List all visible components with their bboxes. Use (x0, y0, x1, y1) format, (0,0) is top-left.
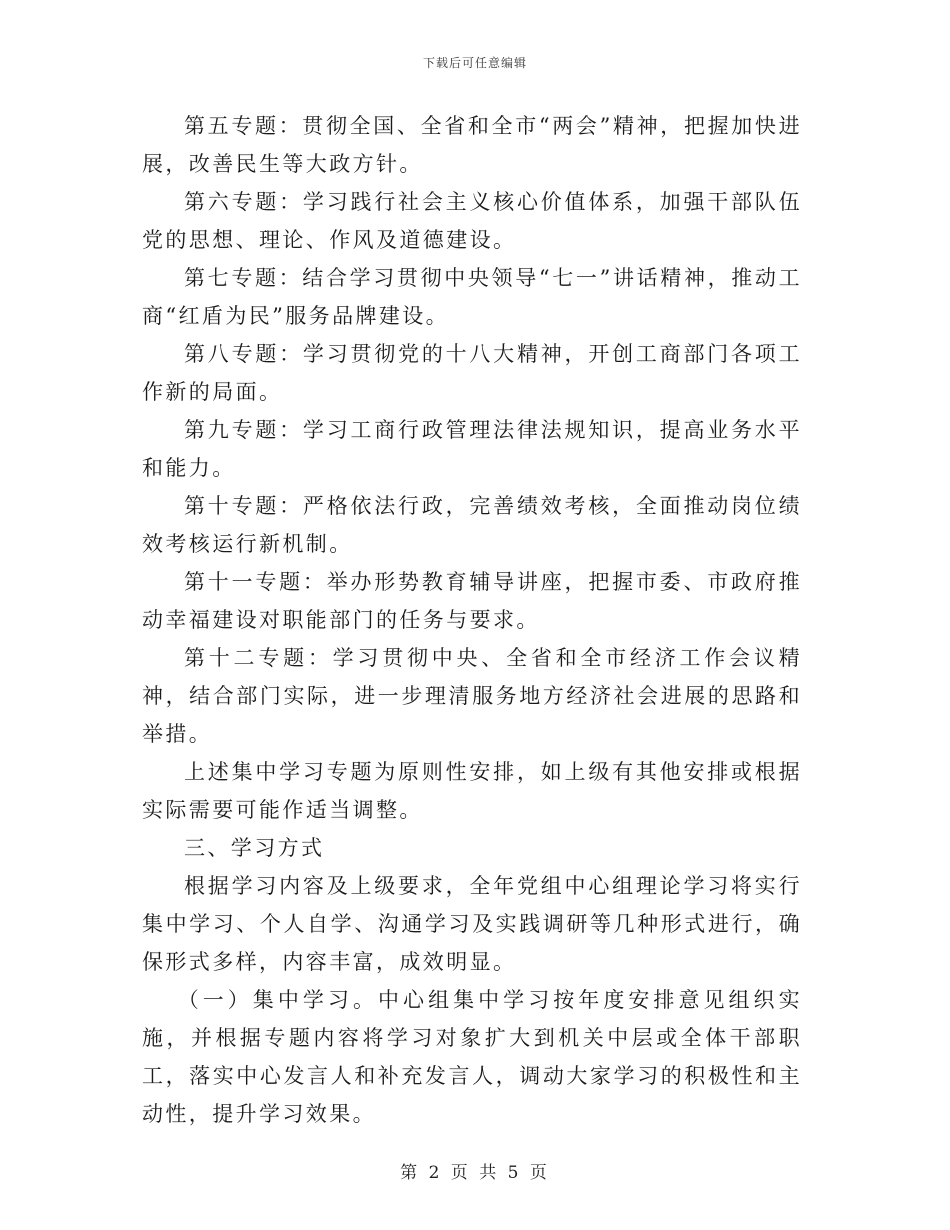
paragraph-topic-7: 第七专题：结合学习贯彻中央领导“七一”讲话精神，推动工商“红盾为民”服务品牌建设。 (142, 266, 802, 328)
document-body (142, 107, 802, 1133)
paragraph-topic-5: 第五专题：贯彻全国、全省和全市“两会”精神，把握加快进展，改善民生等大政方针。 (142, 114, 802, 176)
page-header: 下载后可任意编辑 (422, 56, 527, 70)
paragraph-topic-11: 第十一专题：举办形势教育辅导讲座，把握市委、市政府推动幸福建设对职能部门的任务与要求。 (142, 570, 802, 632)
paragraph-topic-9: 第九专题：学习工商行政管理法律法规知识，提高业务水平和能力。 (142, 418, 802, 480)
paragraph-topic-10: 第十专题：严格依法行政，完善绩效考核，全面推动岗位绩效考核运行新机制。 (142, 494, 802, 556)
paragraph-centralized-study: （一）集中学习。中心组集中学习按年度安排意见组织实施，并根据专题内容将学习对象扩大到机关中层或全体干部职工，落实中心发言人和补充发言人，调动大家学习的积极性和主动性，提升学习效果。 (142, 988, 802, 1126)
section-heading-study-methods: 三、学习方式 (184, 836, 325, 860)
page-number-footer: 第 2 页 共 5 页 (400, 1163, 550, 1183)
paragraph-arrangement-note: 上述集中学习专题为原则性安排，如上级有其他安排或根据实际需要可能作适当调整。 (142, 760, 802, 822)
paragraph-study-methods: 根据学习内容及上级要求，全年党组中心组理论学习将实行集中学习、个人自学、沟通学习及实践调研等几种形式进行，确保形式多样，内容丰富，成效明显。 (142, 874, 802, 974)
paragraph-topic-6: 第六专题：学习践行社会主义核心价值体系，加强干部队伍党的思想、理论、作风及道德建设。 (142, 190, 802, 252)
paragraph-topic-12: 第十二专题：学习贯彻中央、全省和全市经济工作会议精神，结合部门实际，进一步理清服务地方经济社会进展的思路和举措。 (142, 646, 802, 746)
paragraph-topic-8: 第八专题：学习贯彻党的十八大精神，开创工商部门各项工作新的局面。 (142, 342, 802, 404)
